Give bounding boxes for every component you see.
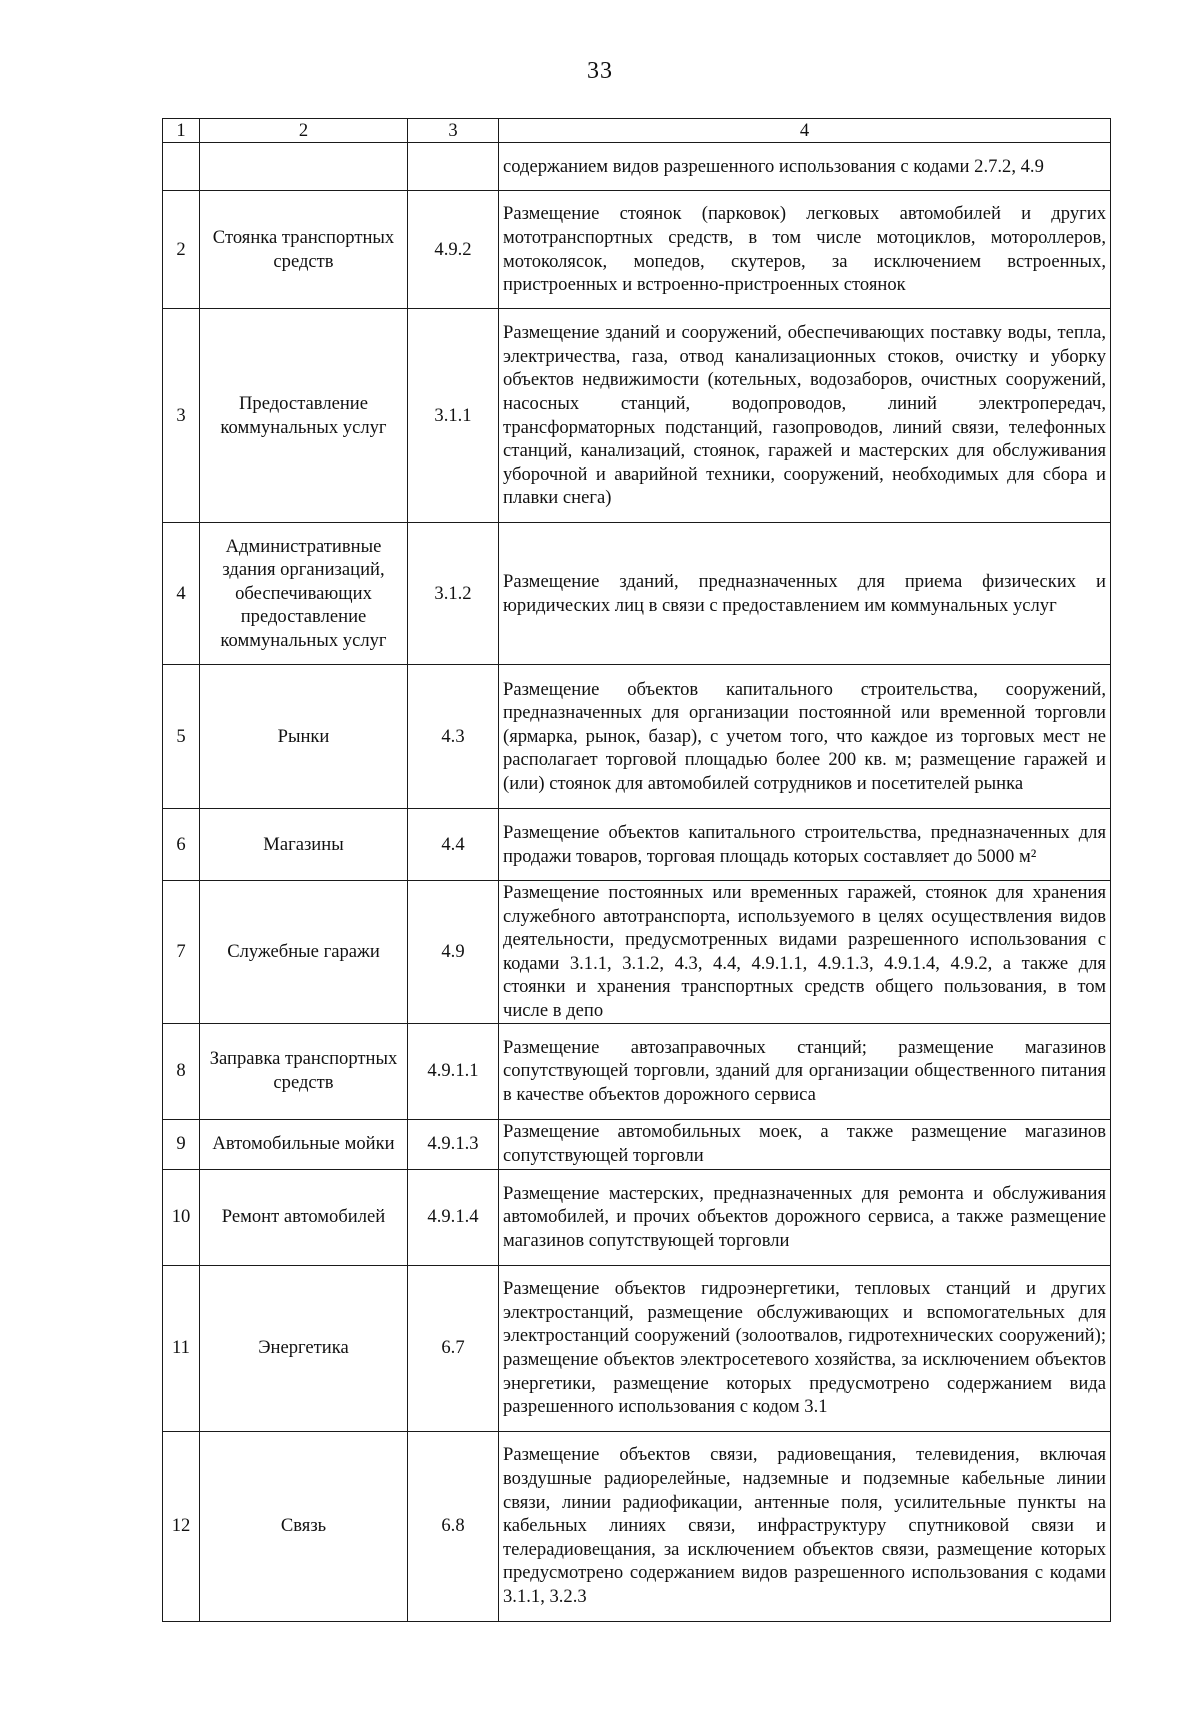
- header-row: [163, 119, 1111, 143]
- use-description: Размещение зданий, предназначенных для приема физических и юридических лиц в связи с предоставлением им коммунальных услуг: [499, 523, 1111, 665]
- use-description: Размещение объектов связи, радиовещания, телевидения, включая воздушные радиорелейные, надземные и подземные кабельные линии связи, линии радиофикации, антенные поля, усилительные пункты на кабельных линиях связи, инфраструктуру спутниковой связи и телерадиовещания, за исключением объектов связи, размещение которых предусмотрено содержанием видов разрешенного использования с кодами 3.1.1, 3.2.3: [499, 1431, 1111, 1621]
- table-row: [163, 1023, 1111, 1119]
- use-name: Предоставление коммунальных услуг: [200, 309, 408, 523]
- row-number: [163, 143, 200, 191]
- use-description: Размещение объектов гидроэнергетики, тепловых станций и других электростанций, размещение обслуживающих и вспомогательных для электростанций сооружений (золоотвалов, гидротехнических сооружений); размещение объектов электросетевого хозяйства, за исключением объектов энергетики, размещение которых предусмотрено содержанием вида разрешенного использования с кодом 3.1: [499, 1265, 1111, 1431]
- use-code: 4.4: [408, 809, 499, 881]
- header-col-1: 1: [163, 119, 200, 143]
- table-row: [163, 143, 1111, 191]
- row-number: 4: [163, 523, 200, 665]
- use-description: содержанием видов разрешенного использования с кодами 2.7.2, 4.9: [499, 143, 1111, 191]
- row-number: 11: [163, 1265, 200, 1431]
- page-number: 33: [587, 58, 613, 84]
- row-number: 9: [163, 1119, 200, 1169]
- use-code: 4.3: [408, 665, 499, 809]
- table-row: [163, 523, 1111, 665]
- use-description: Размещение объектов капитального строительства, сооружений, предназначенных для организации постоянной или временной торговли (ярмарка, рынок, базар), с учетом того, что каждое из торговых мест не располагает торговой площадью более 200 кв. м; размещение гаражей и (или) стоянок для автомобилей сотрудников и посетителей рынка: [499, 665, 1111, 809]
- use-description: Размещение автозаправочных станций; размещение магазинов сопутствующей торговли, зданий для организации общественного питания в качестве объектов дорожного сервиса: [499, 1023, 1111, 1119]
- use-name: Ремонт автомобилей: [200, 1169, 408, 1265]
- use-description: Размещение мастерских, предназначенных для ремонта и обслуживания автомобилей, и прочих объектов дорожного сервиса, а также размещение магазинов сопутствующей торговли: [499, 1169, 1111, 1265]
- use-name: Автомобильные мойки: [200, 1119, 408, 1169]
- row-number: 12: [163, 1431, 200, 1621]
- use-description: Размещение стоянок (парковок) легковых автомобилей и других мототранспортных средств, в том числе мотоциклов, мотороллеров, мотоколясок, мопедов, скутеров, за исключением встроенных, пристроенных и встроенно-пристроенных стоянок: [499, 191, 1111, 309]
- use-name: Связь: [200, 1431, 408, 1621]
- use-description: Размещение объектов капитального строительства, предназначенных для продажи товаров, торговая площадь которых составляет до 5000 м²: [499, 809, 1111, 881]
- table-row: [163, 881, 1111, 1024]
- header-col-2: 2: [200, 119, 408, 143]
- row-number: 5: [163, 665, 200, 809]
- table-row: [163, 809, 1111, 881]
- use-name: Магазины: [200, 809, 408, 881]
- land-use-table: [162, 118, 1111, 1622]
- table-row: [163, 1265, 1111, 1431]
- use-name: [200, 143, 408, 191]
- use-name: Рынки: [200, 665, 408, 809]
- row-number: 10: [163, 1169, 200, 1265]
- use-code: 4.9.1.4: [408, 1169, 499, 1265]
- use-code: 3.1.2: [408, 523, 499, 665]
- row-number: 3: [163, 309, 200, 523]
- use-code: [408, 143, 499, 191]
- use-description: Размещение автомобильных моек, а также размещение магазинов сопутствующей торговли: [499, 1119, 1111, 1169]
- use-code: 4.9: [408, 881, 499, 1024]
- use-name: Административные здания организаций, обеспечивающих предоставление коммунальных услуг: [200, 523, 408, 665]
- row-number: 7: [163, 881, 200, 1024]
- use-code: 4.9.1.1: [408, 1023, 499, 1119]
- header-col-4: 4: [499, 119, 1111, 143]
- table-row: [163, 1431, 1111, 1621]
- use-name: Энергетика: [200, 1265, 408, 1431]
- use-name: Заправка транспортных средств: [200, 1023, 408, 1119]
- table-row: [163, 191, 1111, 309]
- header-col-3: 3: [408, 119, 499, 143]
- use-code: 6.7: [408, 1265, 499, 1431]
- use-description: Размещение постоянных или временных гаражей, стоянок для хранения служебного автотранспорта, используемого в целях осуществления видов деятельности, предусмотренных видами разрешенного использования с кодами 3.1.1, 3.1.2, 4.3, 4.4, 4.9.1.1, 4.9.1.3, 4.9.1.4, 4.9.2, а также для стоянки и хранения транспортных средств общего пользования, в том числе в депо: [499, 881, 1111, 1024]
- use-code: 4.9.1.3: [408, 1119, 499, 1169]
- row-number: 2: [163, 191, 200, 309]
- use-description: Размещение зданий и сооружений, обеспечивающих поставку воды, тепла, электричества, газа, отвод канализационных стоков, очистку и уборку объектов недвижимости (котельных, водозаборов, очистных сооружений, насосных станций, водопроводов, линий электропередач, трансформаторных подстанций, газопроводов, линий связи, телефонных станций, канализаций, стоянок, гаражей и мастерских для обслуживания уборочной и аварийной техники, сооружений, необходимых для сбора и плавки снега): [499, 309, 1111, 523]
- use-code: 3.1.1: [408, 309, 499, 523]
- use-name: Стоянка транспортных средств: [200, 191, 408, 309]
- table-row: [163, 1119, 1111, 1169]
- table-row: [163, 665, 1111, 809]
- use-code: 6.8: [408, 1431, 499, 1621]
- row-number: 8: [163, 1023, 200, 1119]
- use-name: Служебные гаражи: [200, 881, 408, 1024]
- table-row: [163, 309, 1111, 523]
- use-code: 4.9.2: [408, 191, 499, 309]
- row-number: 6: [163, 809, 200, 881]
- table-row: [163, 1169, 1111, 1265]
